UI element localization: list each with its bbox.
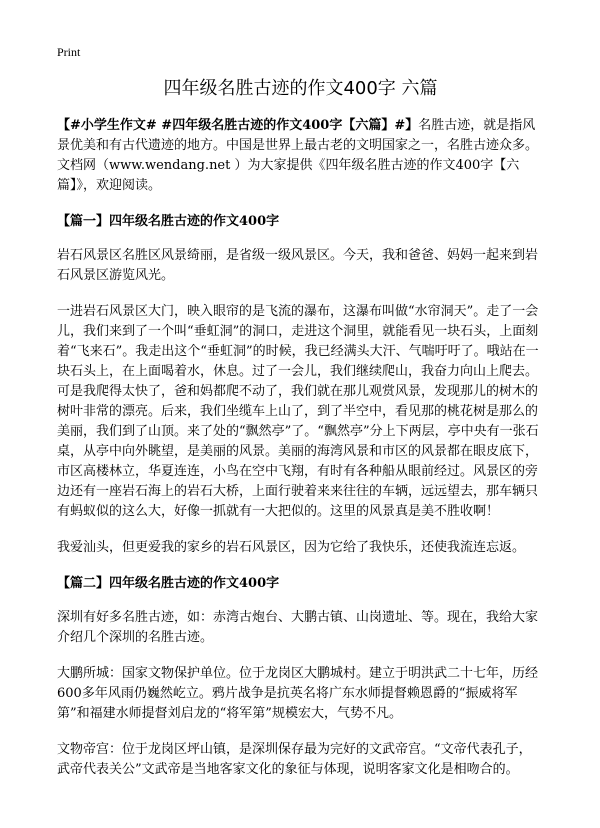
print-link[interactable]: Print (57, 45, 81, 59)
intro-paragraph (57, 116, 544, 196)
section-heading-2: 【篇二】四年级名胜古迹的作文400字 (57, 576, 280, 591)
section-1-paragraph-3: 我爱汕头，但更爱我的家乡的岩石风景区，因为它给了我快乐，还使我流连忘返。 (57, 540, 526, 555)
intro-bold-lead: 【#小学生作文# #四年级名胜古迹的作文400字【六篇】#】 (57, 118, 419, 133)
section-2-paragraph-2: 大鹏所城：国家文物保护单位。位于龙岗区大鹏城村。建立于明洪武二十七年，历经600多年风雨仍巍然屹立。鸦片战争是抗英名将广东水师提督赖恩爵的“振威将军第”和福建水师提督刘启龙的“将军第”规模宏大，气势不凡。 (57, 666, 539, 721)
section-2-paragraph-3: 文物帝宫：位于龙岗区坪山镇，是深圳保存最为完好的文武帝宫。“文帝代表孔子，武帝代表关公”文武帝是当地客家文化的象征与体现，说明客家文化是相吻合的。 (57, 742, 532, 777)
document-body (57, 116, 544, 792)
document-title: 四年级名胜古迹的作文400字 六篇 (163, 78, 438, 99)
intro-text: 名胜古迹，就是指风景优美和有古代遗迹的地方。中国是世界上最古老的文明国家之一，名胜古迹众多。文档网（www.wendang.net ）为大家提供《四年级名胜古迹的作文400字【六篇】》，欢迎阅读。 (57, 118, 539, 193)
section-2-paragraph-1: 深圳有好多名胜古迹，如：赤湾古炮台、大鹏古镇、山岗遗址、等。现在，我给大家介绍几个深圳的名胜古迹。 (57, 610, 539, 645)
section-1-paragraph-2: 一进岩石风景区大门，映入眼帘的是飞流的瀑布，这瀑布叫做“水帘洞天”。走了一会儿，我们来到了一个叫“垂虹洞”的洞口，走进这个洞里，就能看见一块石头，上面刻着“飞来石”。我走出这个“垂虹洞”的时候，我已经满头大汗、气喘吁吁了。哦站在一块石头上，在上面喝着水，休息。过了一会儿，我们继续爬山，我奋力向山上爬去。可是我爬得太快了，爸和妈都爬不动了，我们就在那儿观赏风景，发现那儿的树木的树叶非常的漂亮。后来，我们坐缆车上山了，到了半空中，看见那的桃花树是那么的美丽，我们到了山顶。来了处的“飘然亭”了。“飘然亭”分上下两层，亭中央有一张石桌，从亭中向外眺望，是美丽的风景。美丽的海湾风景和市区的风景都在眼皮底下，市区高楼林立，华夏连连，小鸟在空中飞翔，有时有各种船从眼前经过。风景区的旁边还有一座岩石海上的岩石大桥，上面行驶着来来往往的车辆，远远望去，那车辆只有蚂蚁似的这么大，好像一抓就有一大把似的。这里的风景真是美不胜收啊！ (57, 304, 539, 519)
section-1-paragraph-1: 岩石风景区名胜区风景绮丽，是省级一级风景区。今天，我和爸爸、妈妈一起来到岩石风景区游览风光。 (57, 248, 539, 283)
section-heading-1: 【篇一】四年级名胜古迹的作文400字 (57, 214, 280, 229)
